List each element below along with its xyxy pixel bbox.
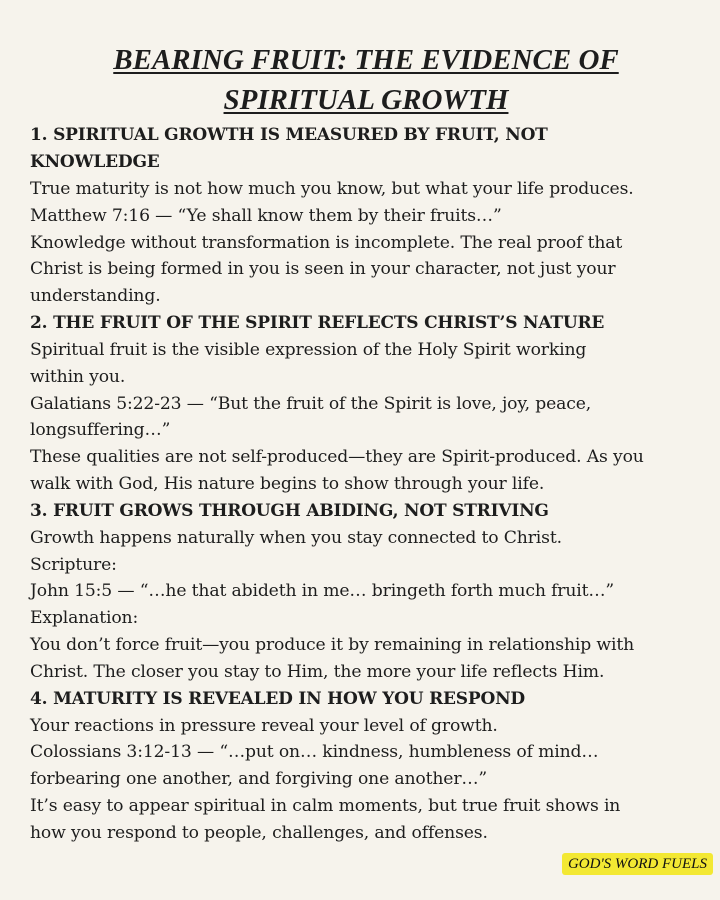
section-2-line: walk with God, His nature begins to show through your life. — [30, 473, 545, 494]
section-1-heading-line-2: KNOWLEDGE — [30, 152, 160, 172]
section-3 — [30, 498, 702, 686]
page-title — [30, 40, 702, 120]
section-4-line: Your reactions in pressure reveal your level of growth. — [30, 715, 498, 736]
section-2-line: These qualities are not self-produced—they are Spirit-produced. As you — [30, 447, 644, 468]
section-4 — [30, 686, 702, 847]
section-3-line: Growth happens naturally when you stay connected to Christ. — [30, 527, 562, 548]
section-4-scripture: Colossians 3:12-13 — “…put on… kindness, humbleness of mind… — [30, 742, 599, 763]
section-3-label: Scripture: — [30, 554, 117, 575]
section-1-line: Knowledge without transformation is incomplete. The real proof that — [30, 232, 623, 253]
section-4-line: It’s easy to appear spiritual in calm moments, but true fruit shows in — [30, 795, 621, 816]
section-2-scripture: longsuffering…” — [30, 420, 171, 441]
section-3-scripture: John 15:5 — “…he that abideth in me… bringeth forth much fruit…” — [30, 581, 615, 602]
section-2-heading: 2. THE FRUIT OF THE SPIRIT REFLECTS CHRIST’S NATURE — [30, 312, 605, 333]
section-3-heading: 3. FRUIT GROWS THROUGH ABIDING, NOT STRIVING — [30, 500, 549, 521]
section-1-line: Christ is being formed in you is seen in your character, not just your — [30, 259, 616, 280]
section-2-scripture: Galatians 5:22-23 — “But the fruit of the Spirit is love, joy, peace, — [30, 393, 592, 414]
section-1-line: True maturity is not how much you know, but what your life produces. — [30, 179, 634, 199]
section-4-line: how you respond to people, challenges, and offenses. — [30, 822, 488, 843]
title-line-1: BEARING FRUIT: THE EVIDENCE OF — [113, 44, 619, 76]
section-3-line: Christ. The closer you stay to Him, the more your life reflects Him. — [30, 661, 605, 682]
section-3-line: You don’t force fruit—you produce it by remaining in relationship with — [30, 634, 634, 655]
section-1-scripture: Matthew 7:16 — “Ye shall know them by their fruits…” — [30, 205, 502, 226]
section-1-line: understanding. — [30, 286, 161, 307]
section-2 — [30, 310, 702, 498]
section-4-scripture: forbearing one another, and forgiving one another…” — [30, 769, 488, 790]
brand-badge: GOD'S WORD FUELS — [562, 853, 713, 875]
section-2-line: Spiritual fruit is the visible expression of the Holy Spirit working — [30, 339, 587, 360]
document-page — [30, 40, 702, 847]
section-1-heading-line-1: 1. SPIRITUAL GROWTH IS MEASURED BY FRUIT, NOT — [30, 125, 548, 145]
section-1 — [30, 122, 702, 310]
section-2-line: within you. — [30, 366, 126, 387]
section-3-label: Explanation: — [30, 608, 139, 629]
section-4-heading: 4. MATURITY IS REVEALED IN HOW YOU RESPOND — [30, 688, 525, 709]
title-line-2: SPIRITUAL GROWTH — [223, 84, 509, 116]
